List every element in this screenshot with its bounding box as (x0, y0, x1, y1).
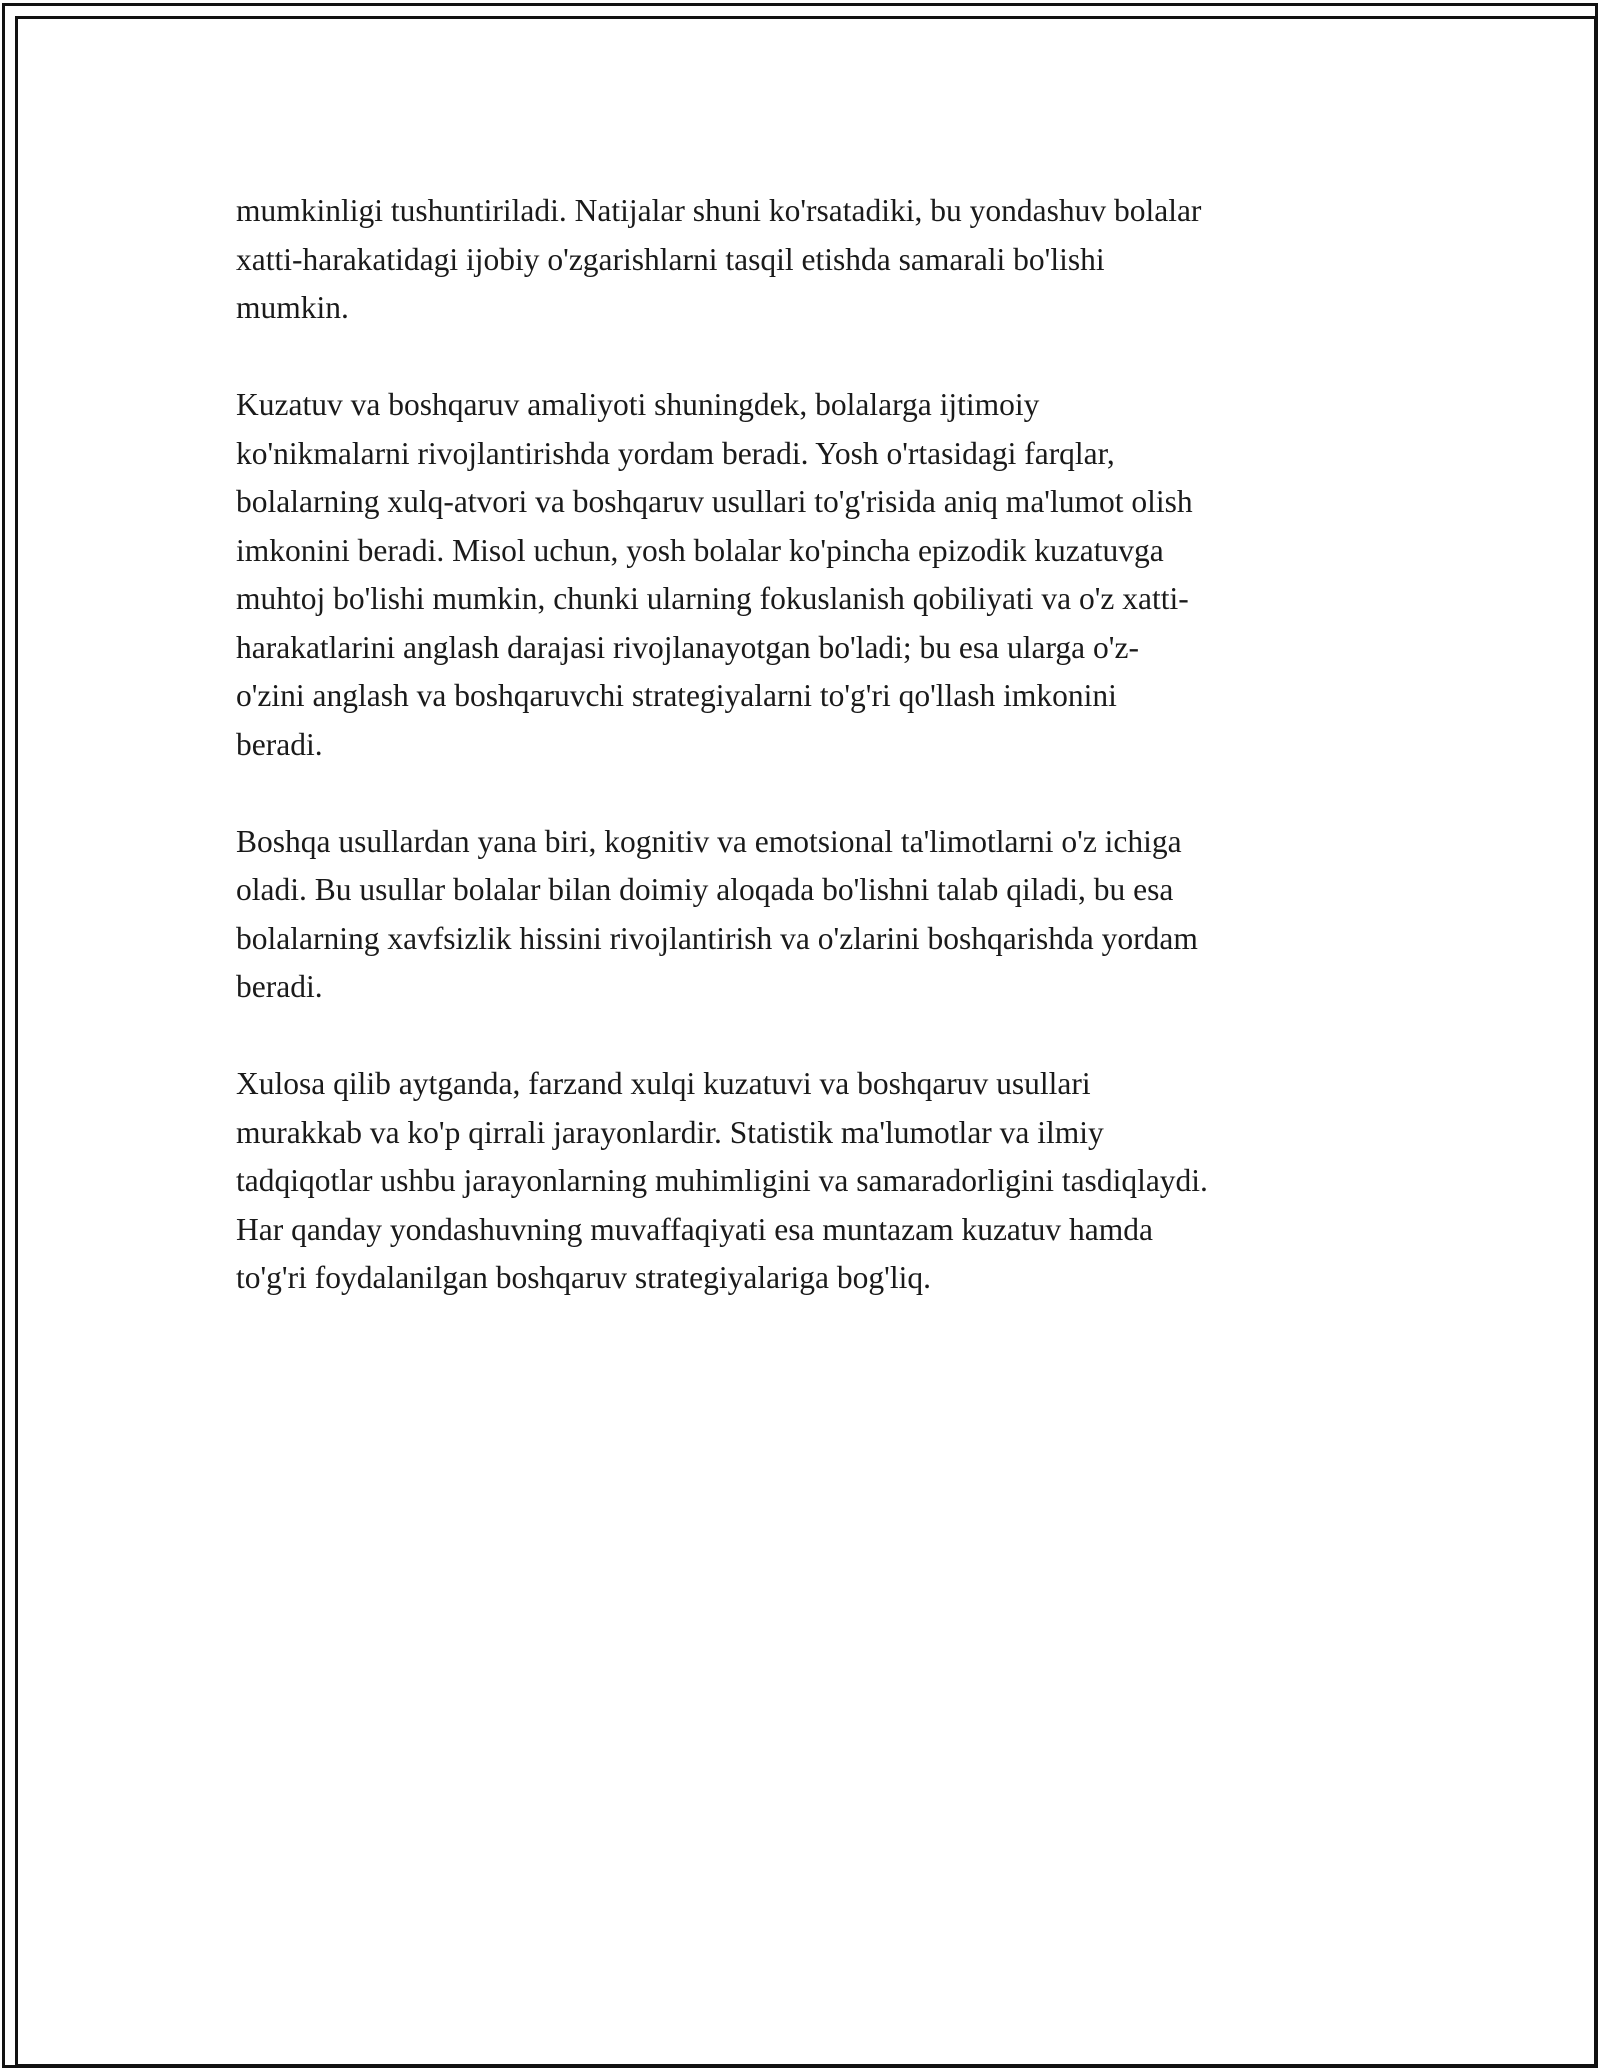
paragraph-1 (236, 187, 1386, 333)
text-line: o'zini anglash va boshqaruvchi strategiyalarni to'g'ri qo'llash imkonini (236, 678, 1117, 713)
text-line: imkonini beradi. Misol uchun, yosh bolalar ko'pincha epizodik kuzatuvga (236, 532, 1164, 568)
text-line: mumkinligi tushuntiriladi. Natijalar shuni ko'rsatadiki, bu yondashuv bolalar (236, 193, 1202, 228)
document-body (236, 187, 1386, 1351)
text-line: muhtoj bo'lishi mumkin, chunki ularning fokuslanish qobiliyati va o'z xatti- (236, 581, 1189, 616)
text-line: mumkin. (236, 290, 349, 325)
text-line: Boshqa usullardan yana biri, kognitiv va emotsional ta'limotlarni o'z ichiga (236, 823, 1182, 859)
text-line: bolalarning xavfsizlik hissini rivojlantirish va o'zlarini boshqarishda yordam (236, 920, 1198, 956)
paragraph-2 (236, 381, 1386, 769)
paragraph-4 (236, 1060, 1386, 1303)
text-line: murakkab va ko'p qirrali jarayonlardir. Statistik ma'lumotlar va ilmiy (236, 1114, 1104, 1150)
text-line: beradi. (236, 969, 323, 1004)
text-line: harakatlarini anglash darajasi rivojlanayotgan bo'ladi; bu esa ularga o'z- (236, 629, 1139, 665)
text-line: beradi. (236, 726, 323, 762)
text-line: Kuzatuv va boshqaruv amaliyoti shuningdek, bolalarga ijtimoiy (236, 387, 1040, 422)
text-line: oladi. Bu usullar bolalar bilan doimiy aloqada bo'lishni talab qiladi, bu esa (236, 872, 1174, 907)
text-line: tadqiqotlar ushbu jarayonlarning muhimligini va samaradorligini tasdiqlaydi. (236, 1163, 1208, 1198)
paragraph-3 (236, 818, 1386, 1012)
text-line: ko'nikmalarni rivojlantirishda yordam beradi. Yosh o'rtasidagi farqlar, (236, 435, 1115, 471)
text-line: xatti-harakatidagi ijobiy o'zgarishlarni tasqil etishda samarali bo'lishi (236, 241, 1105, 277)
text-line: Har qanday yondashuvning muvaffaqiyati esa muntazam kuzatuv hamda (236, 1211, 1154, 1247)
text-line: Xulosa qilib aytganda, farzand xulqi kuzatuvi va boshqaruv usullari (236, 1066, 1091, 1101)
text-line: to'g'ri foydalanilgan boshqaruv strategiyalariga bog'liq. (236, 1260, 931, 1295)
text-line: bolalarning xulq-atvori va boshqaruv usullari to'g'risida aniq ma'lumot olish (236, 484, 1193, 519)
